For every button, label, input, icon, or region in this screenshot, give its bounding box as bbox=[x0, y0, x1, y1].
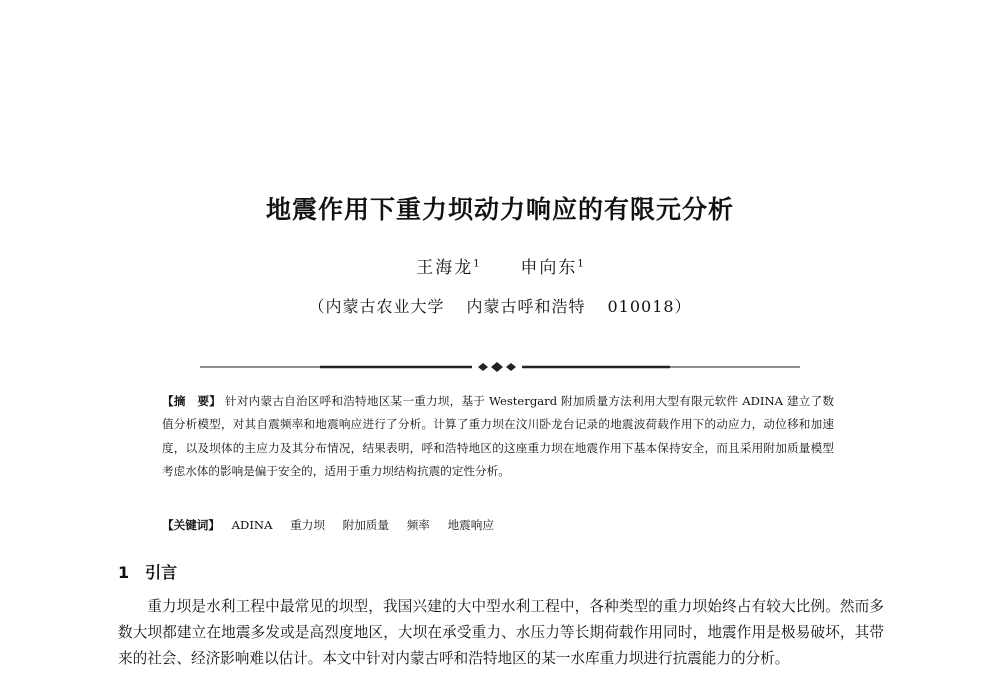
section-paragraph: 重力坝是水利工程中最常见的坝型，我国兴建的大中型水利工程中，各种类型的重力坝始终占有较大比例。然而多数大坝都建立在地震多发或是高烈度地区，大坝在承受重力、水压力等长期荷载作用同时，地震作用是极易破坏，其带来的社会、经济影响难以估计。本文中针对内蒙古呼和浩特地区的某一水库重力坝进行抗震能力的分析。 bbox=[118, 598, 884, 667]
section-title: 引言 bbox=[145, 563, 178, 582]
keyword: 频率 bbox=[406, 518, 430, 532]
affiliation-institution: （内蒙古农业大学 bbox=[308, 297, 445, 316]
abstract bbox=[162, 390, 834, 483]
author-affil-mark: 1 bbox=[577, 258, 584, 270]
section-heading bbox=[118, 560, 177, 583]
affiliation-postcode: 010018） bbox=[607, 297, 692, 316]
author-name: 申向东 bbox=[520, 258, 578, 278]
author-affil-mark: 1 bbox=[473, 258, 480, 270]
ornamental-divider bbox=[200, 361, 800, 373]
author-list bbox=[0, 253, 1000, 278]
abstract-text: 针对内蒙古自治区呼和浩特地区某一重力坝，基于 Westergard 附加质量方法利用大型有限元软件 ADINA 建立了数值分析模型，对其自震频率和地震响应进行了分析。计算了重力坝在汶川卧龙台记录的地震波荷载作用下的动应力，动位移和加速度，以及坝体的主应力及其分布情况，结果表明，呼和浩特地区的这座重力坝在地震作用下基本保持安全，而且采用附加质量模型考虑水体的影响是偏于安全的，适用于重力坝结构抗震的定性分析。 bbox=[162, 394, 834, 478]
affiliation-location: 内蒙古呼和浩特 bbox=[466, 297, 586, 316]
section-number: 1 bbox=[118, 563, 130, 582]
keywords bbox=[162, 517, 834, 533]
paper-title: 地震作用下重力坝动力响应的有限元分析 bbox=[265, 195, 734, 224]
abstract-label: 【摘 要】 bbox=[162, 394, 222, 408]
author-name: 王海龙 bbox=[416, 258, 474, 278]
keyword: 地震响应 bbox=[447, 518, 494, 532]
keywords-label: 【关键词】 bbox=[162, 518, 220, 532]
keyword: 重力坝 bbox=[290, 518, 325, 532]
affiliation bbox=[0, 294, 1000, 317]
keyword: 附加质量 bbox=[342, 518, 389, 532]
keyword: ADINA bbox=[231, 518, 273, 532]
